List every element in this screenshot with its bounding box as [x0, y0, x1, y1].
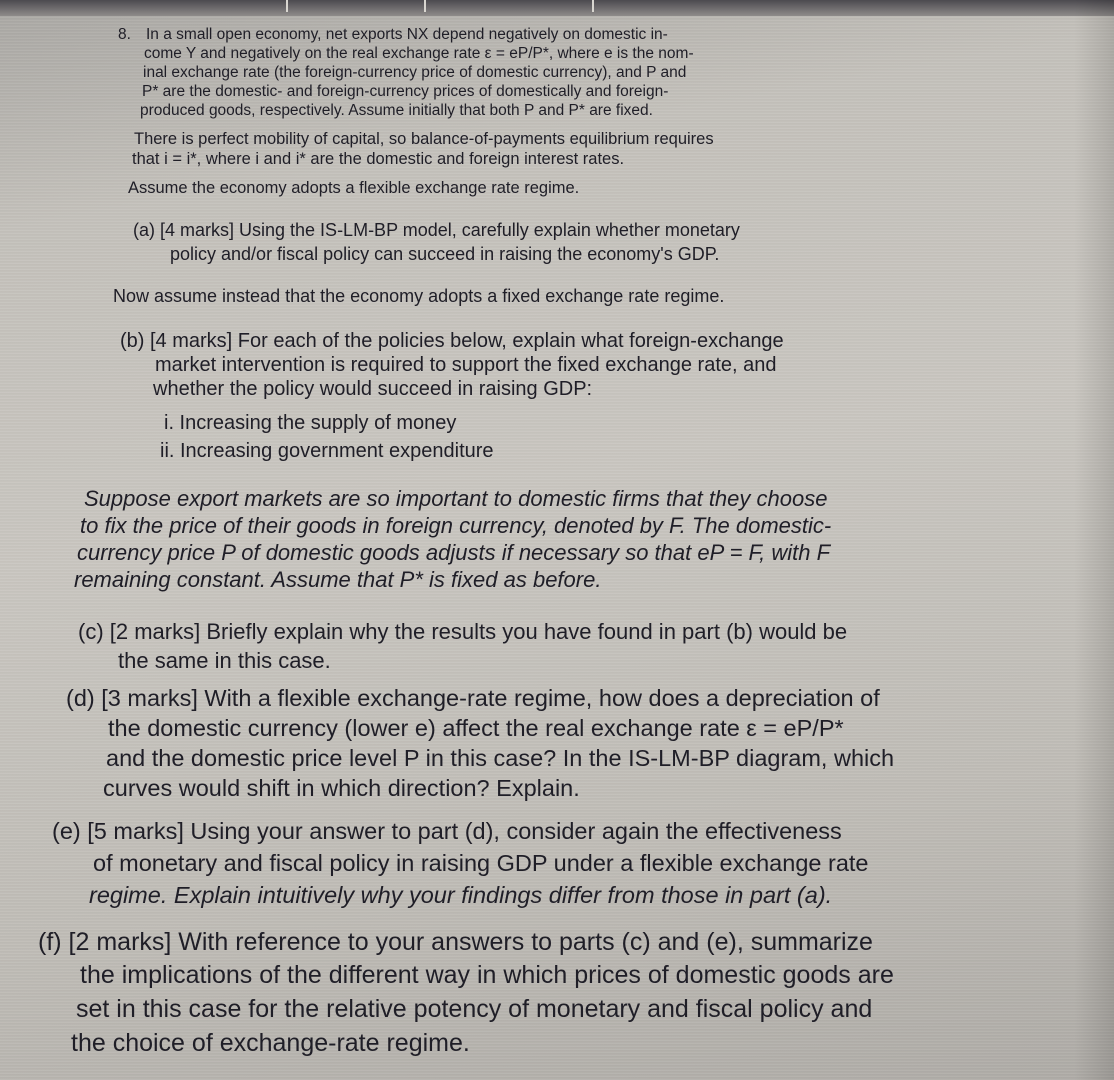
part-f-line: set in this case for the relative potency of monetary and fiscal policy and: [76, 995, 873, 1023]
part-d-line: the domestic currency (lower e) affect the real exchange rate ε = eP/P*: [108, 715, 844, 741]
part-b-item: ii. Increasing government expenditure: [160, 440, 494, 462]
part-e-line: (e) [5 marks] Using your answer to part (d), consider again the effectiveness: [52, 818, 842, 844]
bezel-mark: [286, 0, 288, 12]
part-f-line: the implications of the different way in which prices of domestic goods are: [80, 961, 894, 989]
part-e-line: regime. Explain intuitively why your findings differ from those in part (a).: [89, 882, 833, 908]
question-number: 8.: [118, 26, 131, 43]
intro-line: come Y and negatively on the real exchange rate ε = eP/P*, where e is the nom-: [144, 45, 694, 62]
part-a-line: (a) [4 marks] Using the IS-LM-BP model, carefully explain whether monetary: [133, 220, 740, 240]
suppose-line: Suppose export markets are so important to domestic firms that they choose: [84, 486, 828, 511]
fixed-regime-statement: Now assume instead that the economy adopts a fixed exchange rate regime.: [113, 286, 725, 306]
part-a-line: policy and/or fiscal policy can succeed in raising the economy's GDP.: [170, 244, 720, 264]
part-b-line: (b) [4 marks] For each of the policies below, explain what foreign-exchange: [120, 330, 784, 352]
intro-line: produced goods, respectively. Assume initially that both P and P* are fixed.: [140, 102, 653, 119]
intro-line: that i = i*, where i and i* are the domestic and foreign interest rates.: [132, 150, 625, 168]
bezel-mark: [592, 0, 594, 12]
part-e-line: of monetary and fiscal policy in raising GDP under a flexible exchange rate: [93, 850, 869, 876]
intro-line: inal exchange rate (the foreign-currency price of domestic currency), and P and: [143, 64, 687, 81]
screen-edge-shadow: [1074, 0, 1114, 1080]
part-b-line: whether the policy would succeed in raising GDP:: [153, 378, 593, 400]
part-c-line: (c) [2 marks] Briefly explain why the results you have found in part (b) would be: [78, 619, 848, 644]
intro-line: There is perfect mobility of capital, so balance-of-payments equilibrium requires: [134, 130, 714, 148]
intro-line: In a small open economy, net exports NX depend negatively on domestic in-: [146, 26, 668, 43]
part-c-line: the same in this case.: [118, 648, 331, 673]
part-f-line: the choice of exchange-rate regime.: [71, 1029, 470, 1057]
part-d-line: (d) [3 marks] With a flexible exchange-rate regime, how does a depreciation of: [66, 685, 880, 711]
part-f-line: (f) [2 marks] With reference to your answers to parts (c) and (e), summarize: [38, 928, 873, 956]
monitor-bezel: [0, 0, 1114, 16]
intro-line: P* are the domestic- and foreign-currency prices of domestically and foreign-: [142, 83, 669, 100]
part-b-line: market intervention is required to support the fixed exchange rate, and: [155, 354, 777, 376]
suppose-line: to fix the price of their goods in foreign currency, denoted by F. The domestic-: [80, 513, 832, 538]
intro-line: Assume the economy adopts a flexible exchange rate regime.: [128, 179, 580, 197]
part-d-line: curves would shift in which direction? Explain.: [103, 775, 580, 801]
part-b-item: i. Increasing the supply of money: [164, 412, 457, 434]
suppose-line: currency price P of domestic goods adjusts if necessary so that eP = F, with F: [77, 540, 831, 565]
part-d-line: and the domestic price level P in this case? In the IS-LM-BP diagram, which: [106, 745, 895, 771]
bezel-mark: [424, 0, 426, 12]
suppose-line: remaining constant. Assume that P* is fixed as before.: [74, 567, 602, 592]
